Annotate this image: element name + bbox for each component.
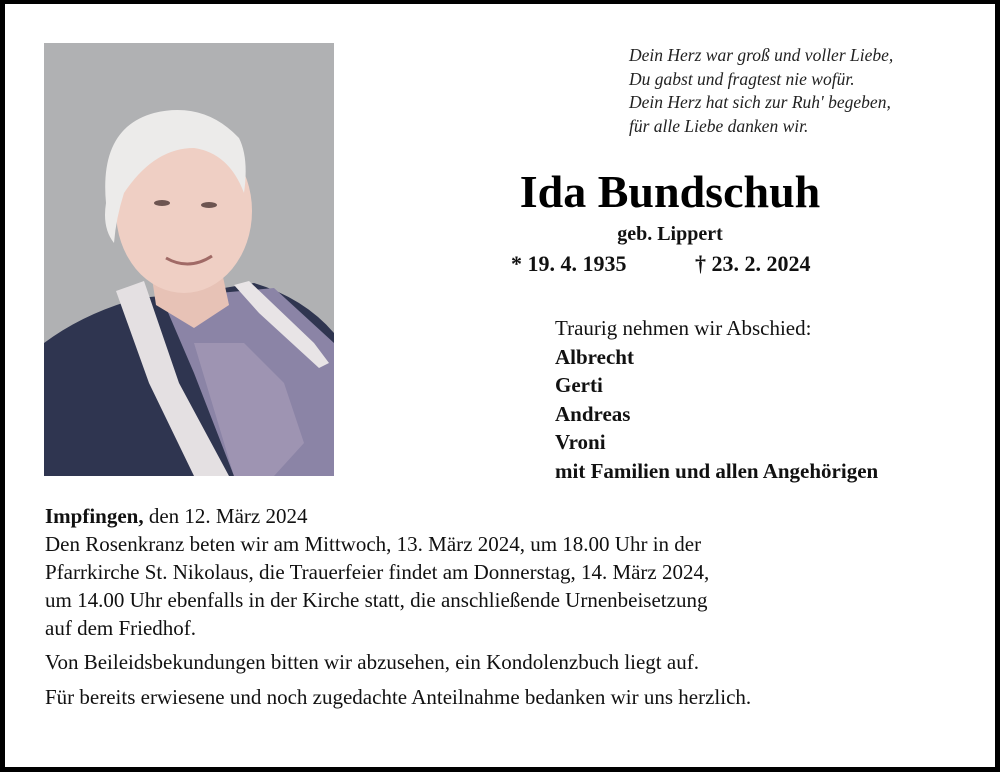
mourners-block [555, 314, 878, 485]
service-line: auf dem Friedhof. [45, 616, 197, 640]
mourner-name: Gerti [555, 373, 603, 397]
notice-text [45, 502, 751, 711]
place-date-line [45, 502, 751, 530]
life-dates [511, 250, 811, 278]
mourner-name: Andreas [555, 401, 631, 426]
poem-line: Du gabst und fragtest nie wofür. [629, 68, 855, 89]
death-date: † 23. 2. 2024 [695, 251, 811, 276]
poem [629, 44, 893, 138]
place: Impfingen, [45, 504, 144, 528]
mourner-name: Albrecht [555, 344, 634, 369]
poem-line: Dein Herz hat sich zur Ruh' begeben, [629, 92, 891, 112]
service-line: Den Rosenkranz beten wir am Mittwoch, 13. März 2024, um 18.00 Uhr in der [45, 532, 702, 556]
birth-date: * 19. 4. 1935 [511, 251, 627, 276]
mourner-family: mit Familien und allen Angehörigen [555, 458, 879, 483]
service-line: um 14.00 Uhr ebenfalls in der Kirche statt, die anschließende Urnenbeisetzung [45, 588, 708, 612]
notice-date: den 12. März 2024 [143, 504, 308, 528]
portrait-photo [44, 43, 334, 476]
service-paragraph [45, 530, 751, 642]
condolence-paragraph: Von Beileidsbekundungen bitten wir abzusehen, ein Kondolenzbuch liegt auf. [45, 650, 699, 674]
mourners-intro: Traurig nehmen wir Abschied: [555, 316, 812, 340]
mourner-name: Vroni [555, 430, 606, 454]
birth-name: geb. Lippert [617, 223, 723, 245]
poem-line: Dein Herz war groß und voller Liebe, [629, 45, 894, 65]
portrait-image [44, 43, 334, 476]
poem-line: für alle Liebe danken wir. [629, 115, 809, 136]
service-line: Pfarrkirche St. Nikolaus, die Trauerfeier findet am Donnerstag, 14. März 2024, [45, 560, 710, 584]
deceased-name: Ida Bundschuh [519, 166, 821, 217]
thanks-paragraph: Für bereits erwiesene und noch zugedachte Anteilnahme bedanken wir uns herzlich. [45, 685, 752, 709]
